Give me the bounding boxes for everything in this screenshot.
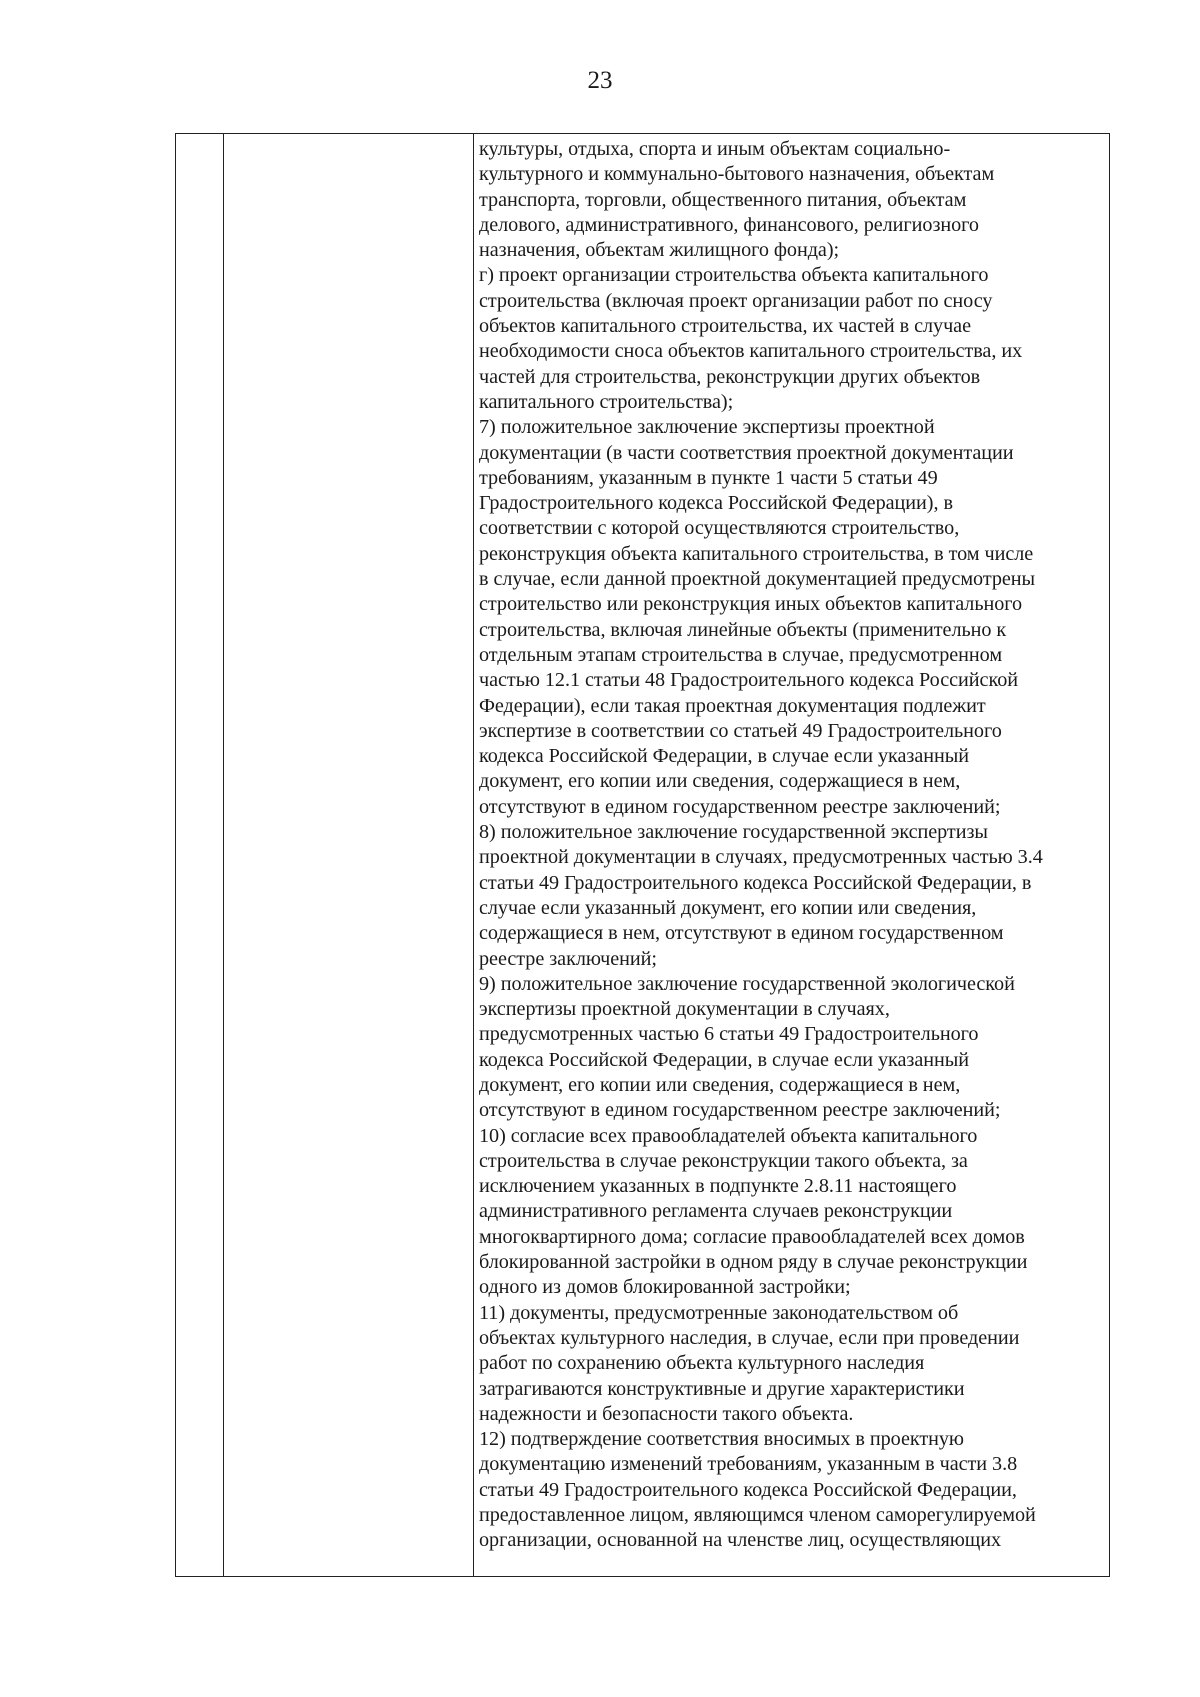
- text-line: частью 12.1 статьи 48 Градостроительного кодекса Российской: [479, 669, 1018, 692]
- text-line: 12) подтверждение соответствия вносимых в проектную: [479, 1428, 964, 1451]
- text-line: документ, его копии или сведения, содержащиеся в нем,: [479, 1073, 961, 1096]
- text-line: объектов капитального строительства, их частей в случае: [479, 315, 972, 338]
- text-line: одного из домов блокированной застройки;: [479, 1276, 851, 1299]
- text-line: блокированной застройки в одном ряду в случае реконструкции: [479, 1251, 1028, 1274]
- table-column-divider-1: [223, 134, 224, 1576]
- text-line: назначения, объектам жилищного фонда);: [479, 239, 840, 262]
- text-line: Градостроительного кодекса Российской Федерации), в: [479, 492, 953, 515]
- text-line: документацию изменений требованиям, указанным в части 3.8: [479, 1453, 1018, 1476]
- document-table: [175, 133, 1110, 1577]
- text-line: отсутствуют в едином государственном реестре заключений;: [479, 795, 1001, 818]
- text-line: строительства (включая проект организации работ по сносу: [479, 289, 993, 312]
- text-line: 10) согласие всех правообладателей объекта капитального: [479, 1124, 978, 1147]
- text-line: 7) положительное заключение экспертизы проектной: [479, 416, 935, 439]
- text-line: 8) положительное заключение государственной экспертизы: [479, 821, 988, 844]
- text-line: статьи 49 Градостроительного кодекса Российской Федерации, в: [479, 871, 1032, 894]
- text-line: административного регламента случаев реконструкции: [479, 1200, 953, 1223]
- text-line: случае если указанный документ, его копии или сведения,: [479, 896, 977, 919]
- text-line: г) проект организации строительства объекта капитального: [479, 264, 989, 287]
- text-line: транспорта, торговли, общественного питания, объектам: [479, 188, 967, 211]
- text-line: статьи 49 Градостроительного кодекса Российской Федерации,: [479, 1478, 1017, 1501]
- text-line: предоставленное лицом, являющимся членом саморегулируемой: [479, 1504, 1036, 1527]
- text-line: исключением указанных в подпункте 2.8.11 настоящего: [479, 1175, 957, 1198]
- text-line: необходимости сноса объектов капитального строительства, их: [479, 340, 1023, 363]
- text-line: кодекса Российской Федерации, в случае если указанный: [479, 745, 970, 768]
- text-line: делового, административного, финансового, религиозного: [479, 213, 979, 236]
- text-line: 11) документы, предусмотренные законодательством об: [479, 1301, 959, 1324]
- text-line: строительства, включая линейные объекты (применительно к: [479, 618, 1007, 641]
- text-line: проектной документации в случаях, предусмотренных частью 3.4: [479, 846, 1043, 869]
- text-line: отдельным этапам строительства в случае, предусмотренном: [479, 643, 1003, 666]
- text-line: содержащиеся в нем, отсутствуют в едином государственном: [479, 922, 1004, 945]
- text-line: строительства в случае реконструкции такого объекта, за: [479, 1149, 968, 1172]
- text-line: экспертизе в соответствии со статьей 49 Градостроительного: [479, 719, 1002, 742]
- text-line: работ по сохранению объекта культурного наследия: [479, 1352, 925, 1375]
- text-line: объектах культурного наследия, в случае, если при проведении: [479, 1326, 1020, 1349]
- table-cell-requirements-text: [479, 137, 1104, 1554]
- text-line: 9) положительное заключение государственной экологической: [479, 972, 1015, 995]
- table-column-divider-2: [473, 134, 474, 1576]
- text-line: культурного и коммунально-бытового назначения, объектам: [479, 163, 995, 186]
- text-line: капитального строительства);: [479, 390, 734, 413]
- text-line: экспертизы проектной документации в случаях,: [479, 998, 890, 1021]
- text-line: отсутствуют в едином государственном реестре заключений;: [479, 1099, 1001, 1122]
- text-line: документ, его копии или сведения, содержащиеся в нем,: [479, 770, 961, 793]
- text-line: предусмотренных частью 6 статьи 49 Градостроительного: [479, 1023, 979, 1046]
- text-line: соответствии с которой осуществляются строительство,: [479, 517, 960, 540]
- text-line: кодекса Российской Федерации, в случае если указанный: [479, 1048, 970, 1071]
- text-line: организации, основанной на членстве лиц, осуществляющих: [479, 1529, 1002, 1552]
- text-line: затрагиваются конструктивные и другие характеристики: [479, 1377, 965, 1400]
- text-line: строительство или реконструкция иных объектов капитального: [479, 593, 1023, 616]
- text-line: Федерации), если такая проектная документация подлежит: [479, 694, 986, 717]
- text-line: в случае, если данной проектной документацией предусмотрены: [479, 568, 1036, 591]
- text-line: реконструкция объекта капитального строительства, в том числе: [479, 542, 1034, 565]
- text-line: требованиям, указанным в пункте 1 части 5 статьи 49: [479, 466, 938, 489]
- text-line: культуры, отдыха, спорта и иным объектам социально-: [479, 138, 951, 160]
- text-line: документации (в части соответствия проектной документации: [479, 441, 1014, 464]
- text-line: частей для строительства, реконструкции других объектов: [479, 365, 981, 388]
- page-number: 23: [587, 67, 613, 94]
- text-line: надежности и безопасности такого объекта.: [479, 1402, 854, 1425]
- text-line: многоквартирного дома; согласие правообладателей всех домов: [479, 1225, 1025, 1248]
- text-line: реестре заключений;: [479, 947, 657, 970]
